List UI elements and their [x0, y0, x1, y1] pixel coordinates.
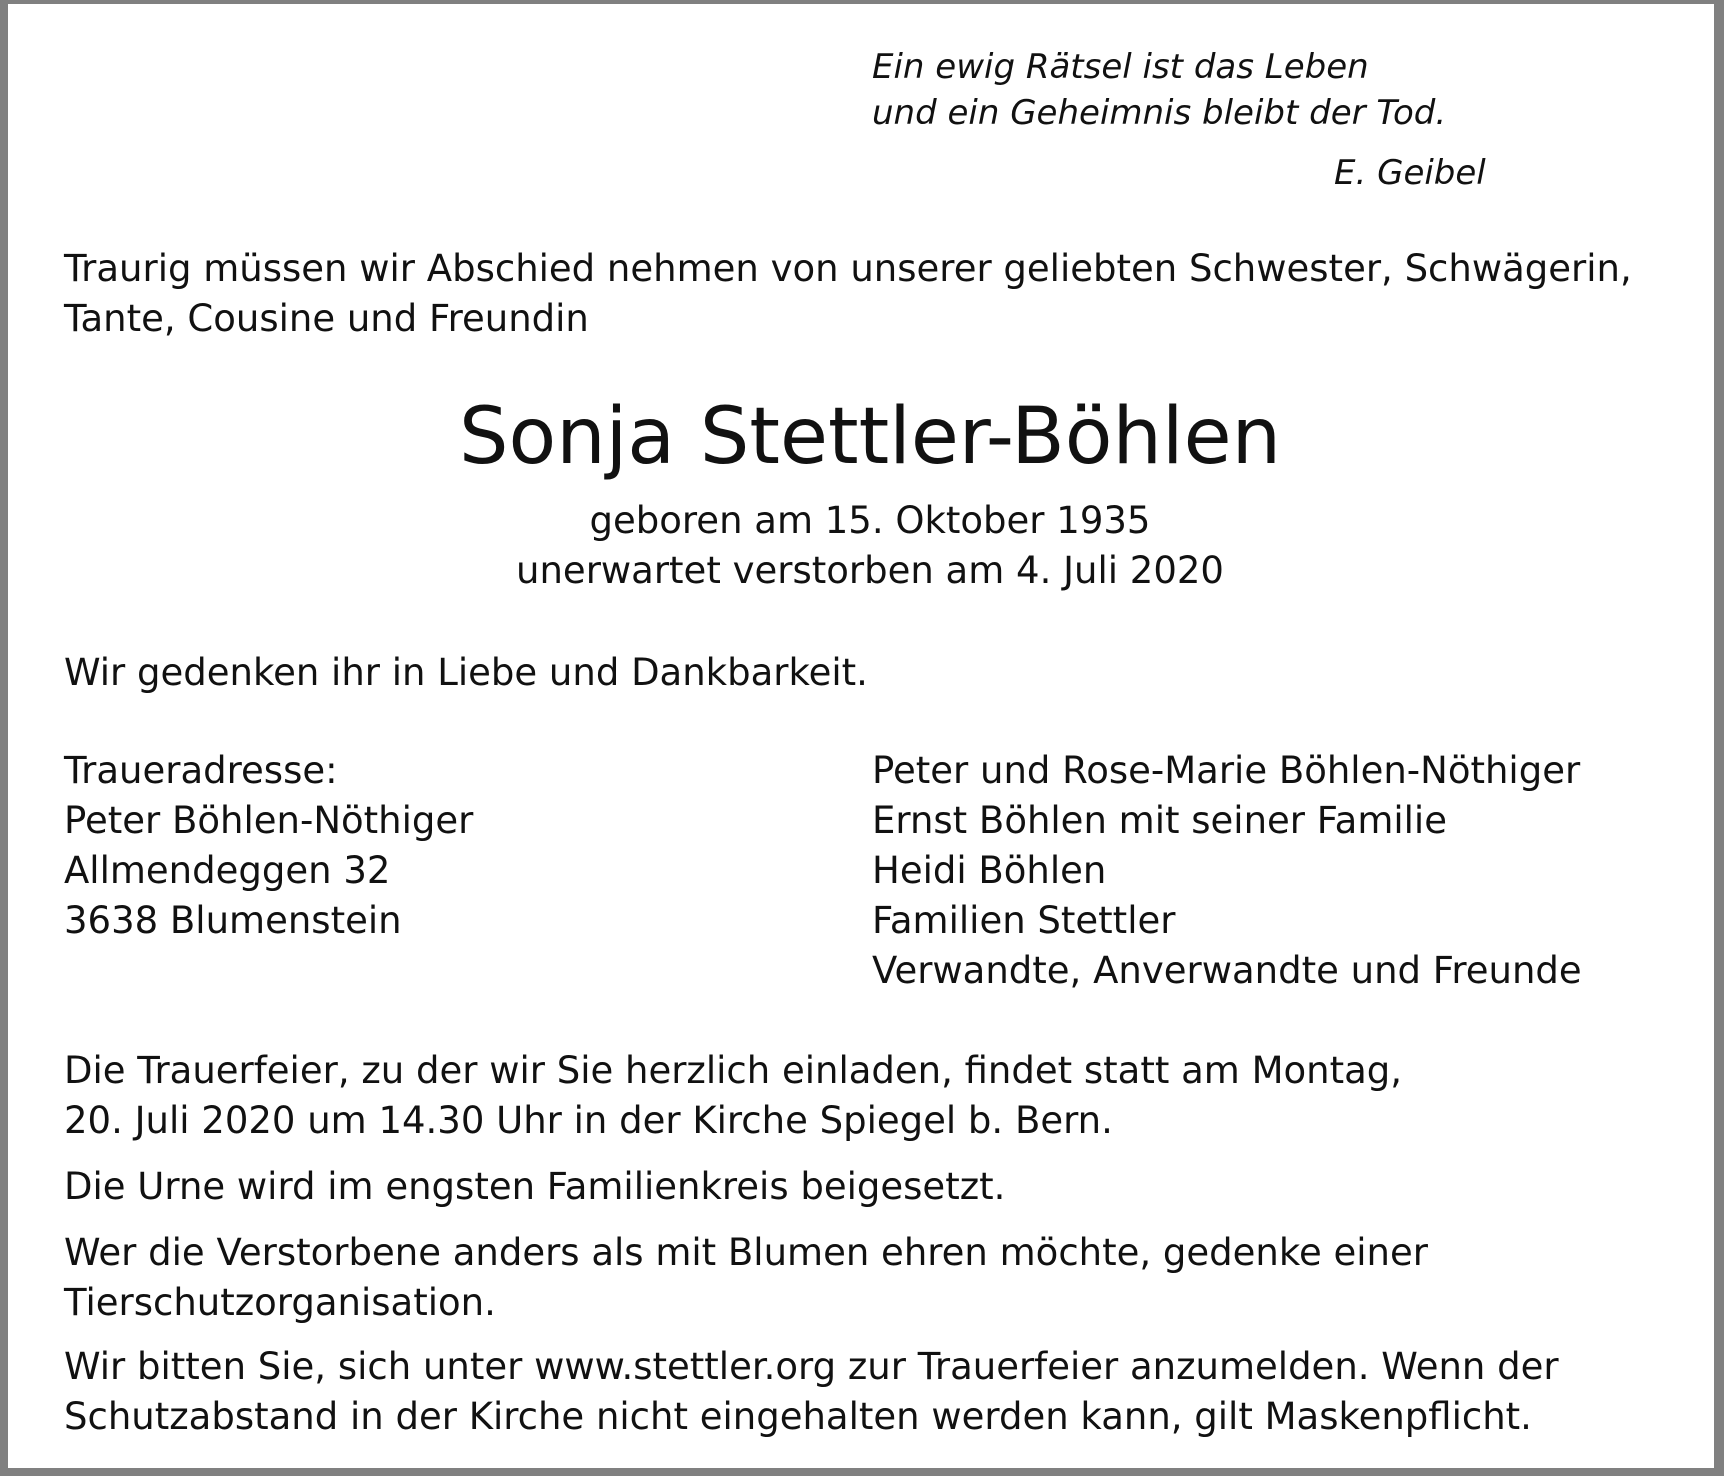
ceremony-line-1: Die Trauerfeier, zu der wir Sie herzlich einladen, findet statt am Montag, — [64, 1049, 1403, 1092]
address-label: Traueradresse: — [64, 749, 338, 792]
mourner-item: Heidi Böhlen — [872, 849, 1107, 892]
intro-line-2: Tante, Cousine und Freundin — [64, 297, 589, 340]
donation-line-1: Wer die Verstorbene anders als mit Blumen ehren möchte, gedenke einer — [64, 1231, 1428, 1274]
death-date: unerwartet verstorben am 4. Juli 2020 — [516, 549, 1224, 592]
deceased-name: Sonja Stettler-Böhlen — [458, 392, 1282, 482]
birth-date: geboren am 15. Oktober 1935 — [589, 499, 1151, 542]
mourner-item: Ernst Böhlen mit seiner Familie — [872, 799, 1447, 842]
address-street: Allmendeggen 32 — [64, 849, 391, 892]
motto-line-1: Ein ewig Rätsel ist das Leben — [872, 47, 1369, 87]
ceremony-line-2: 20. Juli 2020 um 14.30 Uhr in der Kirche Spiegel b. Bern. — [64, 1099, 1113, 1142]
urn-text: Die Urne wird im engsten Familienkreis beigesetzt. — [64, 1165, 1006, 1208]
registration-line-1: Wir bitten Sie, sich unter www.stettler.org zur Trauerfeier anzumelden. Wenn der — [64, 1345, 1559, 1388]
mourner-item: Peter und Rose-Marie Böhlen-Nöthiger — [872, 749, 1581, 792]
registration-line-2: Schutzabstand in der Kirche nicht eingehalten werden kann, gilt Maskenpflicht. — [64, 1395, 1532, 1438]
address-city: 3638 Blumenstein — [64, 899, 402, 942]
address-name: Peter Böhlen-Nöthiger — [64, 799, 474, 842]
donation-line-2: Tierschutzorganisation. — [64, 1281, 496, 1324]
mourner-item: Familien Stettler — [872, 899, 1176, 942]
motto-line-2: und ein Geheimnis bleibt der Tod. — [872, 93, 1447, 133]
motto-author: E. Geibel — [1334, 153, 1486, 193]
remembrance-text: Wir gedenken ihr in Liebe und Dankbarkeit. — [64, 651, 868, 694]
intro-line-1: Traurig müssen wir Abschied nehmen von unserer geliebten Schwester, Schwägerin, — [64, 247, 1632, 290]
mourner-item: Verwandte, Anverwandte und Freunde — [872, 949, 1582, 992]
